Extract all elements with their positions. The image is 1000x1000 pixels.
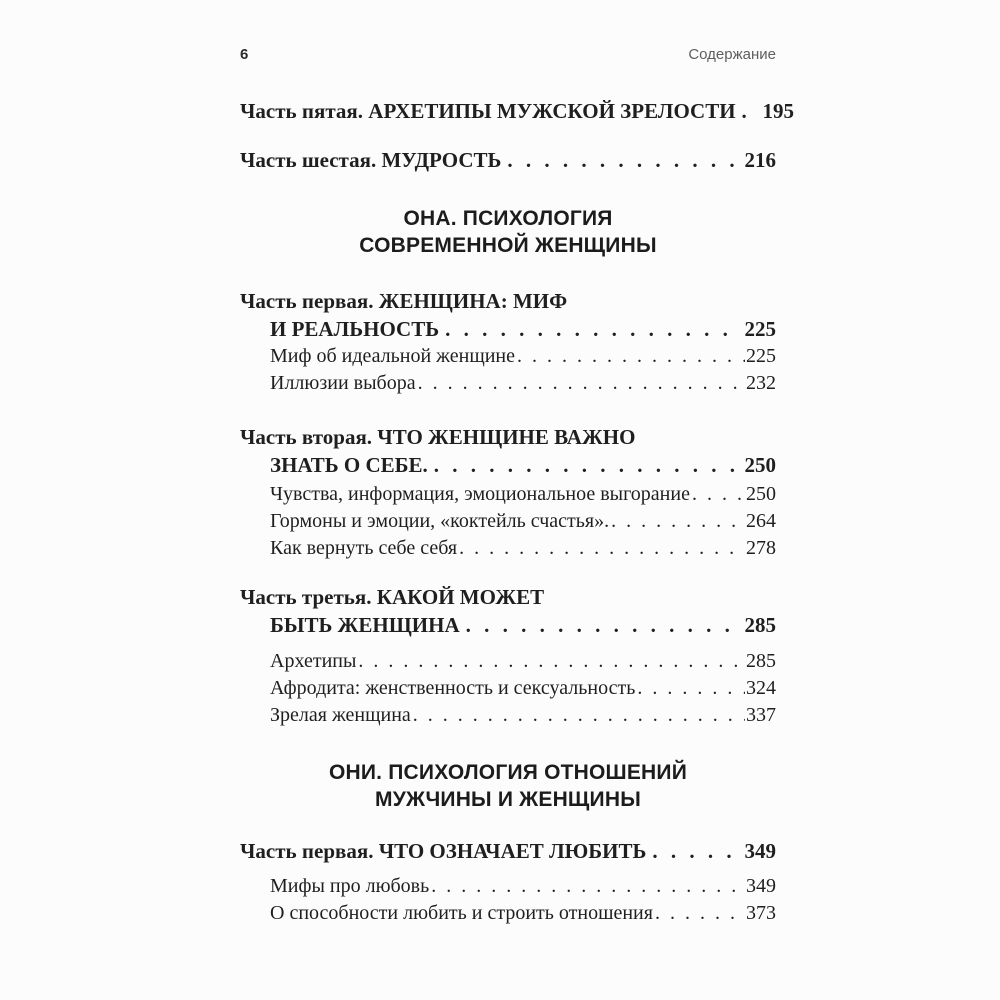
toc-sub-entry: [240, 370, 776, 397]
dot-leader: [611, 508, 745, 535]
dot-leader: [466, 611, 736, 639]
entry-label: Мифы про любовь: [270, 875, 430, 897]
toc-sub-entry: [240, 702, 776, 729]
page-number: 216: [744, 148, 776, 172]
page-number: 225: [744, 317, 776, 341]
entry-label: Часть первая. ЖЕНЩИНА: МИФ: [240, 289, 568, 313]
entry-label: Зрелая женщина: [270, 704, 411, 726]
entry-label: О способности любить и строить отношения: [270, 902, 653, 924]
dot-leader: [517, 343, 745, 370]
page-number: 285: [746, 650, 776, 672]
page-number: 278: [746, 537, 776, 559]
page-number: 232: [746, 372, 776, 394]
dot-leader: [637, 675, 745, 702]
entry-label: Часть пятая. АРХЕТИПЫ МУЖСКОЙ ЗРЕЛОСТИ: [240, 99, 736, 123]
page-number: 250: [746, 483, 776, 505]
toc-sub-entry: [240, 535, 776, 562]
dot-leader: [655, 900, 745, 927]
entry-label: Как вернуть себе себя: [270, 537, 458, 559]
page-number: 349: [744, 839, 776, 863]
entry-label: Иллюзии выбора: [270, 372, 416, 394]
dot-leader: [418, 370, 745, 397]
toc-sub-entry: [240, 675, 776, 702]
running-header: [0, 0, 1000, 64]
entry-label: ЗНАТЬ О СЕБЕ.: [270, 453, 428, 477]
section-heading: [240, 205, 776, 259]
entry-label: Афродита: женственность и сексуальность: [270, 677, 636, 699]
toc-part-entry: [240, 146, 776, 174]
section-heading-line: СОВРЕМЕННОЙ ЖЕНЩИНЫ: [359, 234, 657, 257]
dot-leader: [431, 873, 745, 900]
toc-sub-entry: [240, 648, 776, 675]
toc-content: [240, 97, 795, 927]
dot-leader: [692, 481, 745, 508]
page-number: 250: [744, 453, 776, 477]
toc-part-entry: [240, 287, 776, 343]
entry-label: Часть третья. КАКОЙ МОЖЕТ: [240, 585, 545, 609]
page-number: 373: [746, 902, 776, 924]
entry-label: И РЕАЛЬНОСТЬ: [270, 317, 440, 341]
page-number: 225: [746, 345, 776, 367]
dot-leader: [459, 535, 745, 562]
toc-sub-entry: [240, 900, 776, 927]
toc-sub-entry: [240, 873, 776, 900]
dot-leader: [434, 451, 736, 479]
section-heading-line: ОНИ. ПСИХОЛОГИЯ ОТНОШЕНИЙ: [328, 761, 687, 784]
dot-leader: [507, 146, 735, 174]
page-number: 264: [746, 510, 776, 532]
toc-part-entry: [240, 837, 776, 865]
dot-leader: [445, 315, 735, 343]
dot-leader: [413, 702, 745, 729]
section-heading: [240, 759, 776, 813]
section-heading-line: ОНА. ПСИХОЛОГИЯ: [403, 207, 613, 230]
dot-leader: [742, 97, 754, 125]
toc-sub-entry: [240, 481, 776, 508]
folio-page-number: 6: [240, 46, 249, 63]
page-number: 324: [746, 677, 776, 699]
toc-sub-entry: [240, 343, 776, 370]
toc-part-entry: [240, 423, 776, 479]
page-number: 337: [746, 704, 776, 726]
toc-sub-entry: [240, 508, 776, 535]
entry-label: Часть шестая. МУДРОСТЬ: [240, 148, 502, 172]
entry-label: Часть первая. ЧТО ОЗНАЧАЕТ ЛЮБИТЬ: [240, 839, 647, 863]
entry-label: Архетипы: [270, 650, 357, 672]
entry-label: Чувства, информация, эмоциональное выгорание: [270, 483, 690, 505]
toc-part-entry: [240, 583, 776, 639]
running-header-title: Содержание: [688, 46, 776, 63]
entry-label: Гормоны и эмоции, «коктейль счастья».: [270, 510, 610, 532]
dot-leader: [652, 837, 735, 865]
entry-label: БЫТЬ ЖЕНЩИНА: [270, 613, 460, 637]
section-heading-line: МУЖЧИНЫ И ЖЕНЩИНЫ: [375, 788, 641, 811]
entry-label: Миф об идеальной женщине: [270, 345, 515, 367]
dot-leader: [358, 648, 745, 675]
entry-label: Часть вторая. ЧТО ЖЕНЩИНЕ ВАЖНО: [240, 425, 636, 449]
page-number: 349: [746, 875, 776, 897]
toc-part-entry: [240, 97, 795, 125]
page-number: 285: [744, 613, 776, 637]
page-number: 195: [762, 99, 795, 123]
